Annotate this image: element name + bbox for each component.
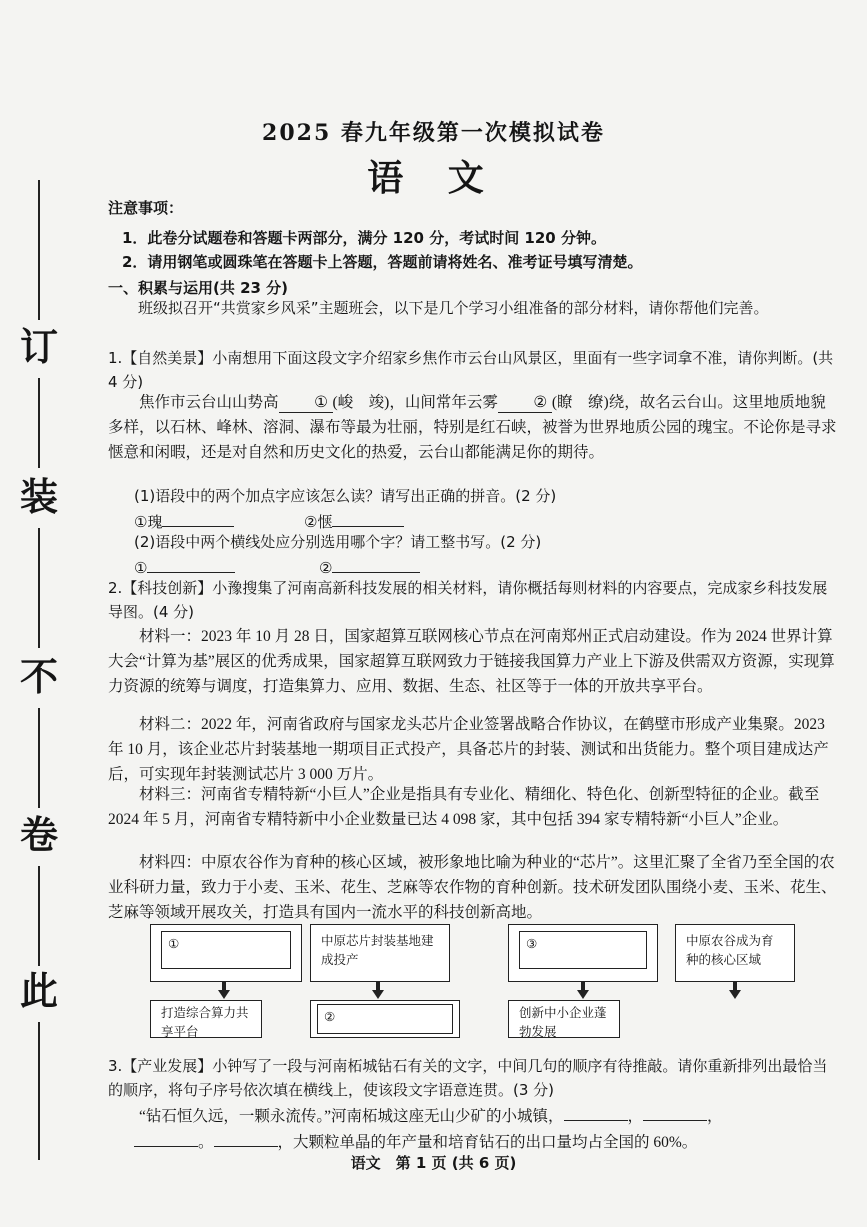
page-footer: 语文 第 1 页 (共 6 页) [350,1154,517,1172]
notes-heading: 注意事项： [108,199,184,217]
passage-text: “钻石恒久远，一颗永流传。”河南柘城这座无山少矿的小城镇， [139,1108,564,1125]
binding-char: 卷 [19,812,58,857]
answer-box[interactable]: ③ [519,931,647,969]
binding-char: 装 [19,474,58,519]
section-intro: 班级拟召开“共赏家乡风采”主题班会，以下是几个学习小组准备的部分材料，请你帮他们完善。 [138,299,769,317]
answer-blank[interactable] [332,554,420,573]
binding-char: 不 [19,654,58,699]
diagram-box-top-3 [508,924,658,982]
diagram-box-bottom-2 [310,1000,460,1038]
diagram-box-top-4: 中原农谷成为育种的核心区域 [675,924,795,982]
binding-line [38,866,40,966]
binding-line [38,528,40,648]
passage-text: ，山间常年云雾 [389,394,498,411]
option-text: (峻 竣) [332,394,390,411]
binding-char: 此 [19,968,58,1013]
blank-2[interactable]: ② [498,394,552,413]
arrow [729,990,741,999]
diagram-box-top-1 [150,924,302,982]
exam-title: 2025 春九年级第一次模拟试卷 [262,120,605,146]
answer-blank[interactable] [162,508,234,527]
answer-box[interactable]: ① [161,931,291,969]
binding-line [38,378,40,468]
diagram-box-top-2: 中原芯片封装基地建成投产 [310,924,450,982]
answer-blank[interactable] [332,508,404,527]
question-2-stem: 2.【科技创新】小豫搜集了河南高新科技发展的相关材料，请你概括每则材料的内容要点，完成家乡科技发展导图。(4 分) [108,579,828,621]
question-1-sub-2: (2)语段中两个横线处应分别选用哪个字？请工整书写。(2 分) [134,533,542,551]
question-3-passage-2: 。 ，大颗粒单晶的年产量和培育钻石的出口量均占全国的 60%。 [134,1128,864,1156]
blank-1[interactable]: ① [279,394,333,413]
material-4: 材料四：中原农谷作为育种的核心区域，被形象地比喻为种业的“芯片”。这里汇聚了全省乃至全国的农业科研力量，致力于小麦、玉米、花生、芝麻等农作物的育种创新。技术研发团队围绕小麦、玉米、花生、芝麻等领域开展攻关，打造具有国内一流水平的科技创新高地。 [108,854,837,921]
binding-char: 订 [19,324,58,369]
binding-line [38,708,40,808]
question-3-stem: 3.【产业发展】小钟写了一段与河南柘城钻石有关的文字，中间几句的顺序有待推敲。请你重新排列出最恰当的顺序，将句子序号依次填在横线上，使该段文字语意连贯。(3 分) [108,1057,828,1099]
material-2: 材料二：2022 年，河南省政府与国家龙头芯片企业签署战略合作协议，在鹤壁市形成产业集聚。2023 年 10 月，该企业芯片封装基地一期项目正式投产，具备芯片的封装、测试和出货能力。整个项目建成达产后，可实现年封装测试芯片 3 000 万片。 [108,716,829,783]
answer-label: ② [319,559,333,577]
question-3-passage: “钻石恒久远，一颗永流传。”河南柘城这座无山少矿的小城镇， ， ， [108,1102,838,1130]
binding-line [38,180,40,320]
arrow [372,990,384,999]
note-item: 2．请用钢笔或圆珠笔在答题卡上答题，答题前请将姓名、准考证号填写清楚。 [122,253,643,271]
subject-title: 语 文 [367,157,500,199]
passage-text: ，大颗粒单晶的年产量和培育钻石的出口量均占全国的 60%。 [277,1134,698,1151]
answer-label: ① [134,559,148,577]
question-1-passage [108,390,838,465]
order-blank[interactable] [134,1128,198,1147]
material-3: 材料三：河南省专精特新“小巨人”企业是指具有专业化、精细化、特色化、创新型特征的企业。截至 2024 年 5 月，河南省专精特新中小企业数量已达 4 098 家，其中包括 394 家专精特新“小巨人”企业。 [108,786,820,828]
binding-line [38,1022,40,1160]
passage-text: 绕，故名云台山。这里地质地貌多样，以石林、峰林、溶洞、瀑布等最为壮丽，特别是红石峡，被誉为世界地质公园的瑰宝。不论你是寻求惬意和闲暇，还是对自然和历史文化的热爱，云台山都能满足你的期待。 [108,394,837,461]
diagram-box-bottom-3: 创新中小企业蓬勃发展 [508,1000,620,1038]
passage-text: 焦作市云台山山势高 [139,394,279,411]
answer-label: ②惬 [304,513,333,531]
question-1-sub-1: (1)语段中的两个加点字应该怎么读？请写出正确的拼音。(2 分) [134,487,557,505]
answer-label: ①瑰 [134,513,163,531]
section-heading: 一、积累与运用(共 23 分) [108,279,289,297]
answer-blank[interactable] [147,554,235,573]
order-blank[interactable] [564,1102,628,1121]
option-text: (瞭 缭) [551,394,609,411]
order-blank[interactable] [643,1102,707,1121]
binding-margin [14,180,64,1160]
note-item: 1．此卷分试题卷和答题卡两部分，满分 120 分，考试时间 120 分钟。 [122,229,606,247]
question-1-stem: 1.【自然美景】小南想用下面这段文字介绍家乡焦作市云台山风景区，里面有一些字词拿不准，请你判断。(共 4 分) [108,349,834,391]
material-1: 材料一：2023 年 10 月 28 日，国家超算互联网核心节点在河南郑州正式启动建设。作为 2024 世界计算大会“计算为基”展区的优秀成果，国家超算互联网致力于链接我国算力产业上下游及供需双方资源，实现算力资源的统筹与调度，打造集算力、应用、数据、生态、社区等于一体的开放共享平台。 [108,628,835,695]
arrow [577,990,589,999]
order-blank[interactable] [214,1128,278,1147]
arrow [218,990,230,999]
answer-box[interactable]: ② [317,1004,453,1034]
diagram-box-bottom-1: 打造综合算力共享平台 [150,1000,262,1038]
